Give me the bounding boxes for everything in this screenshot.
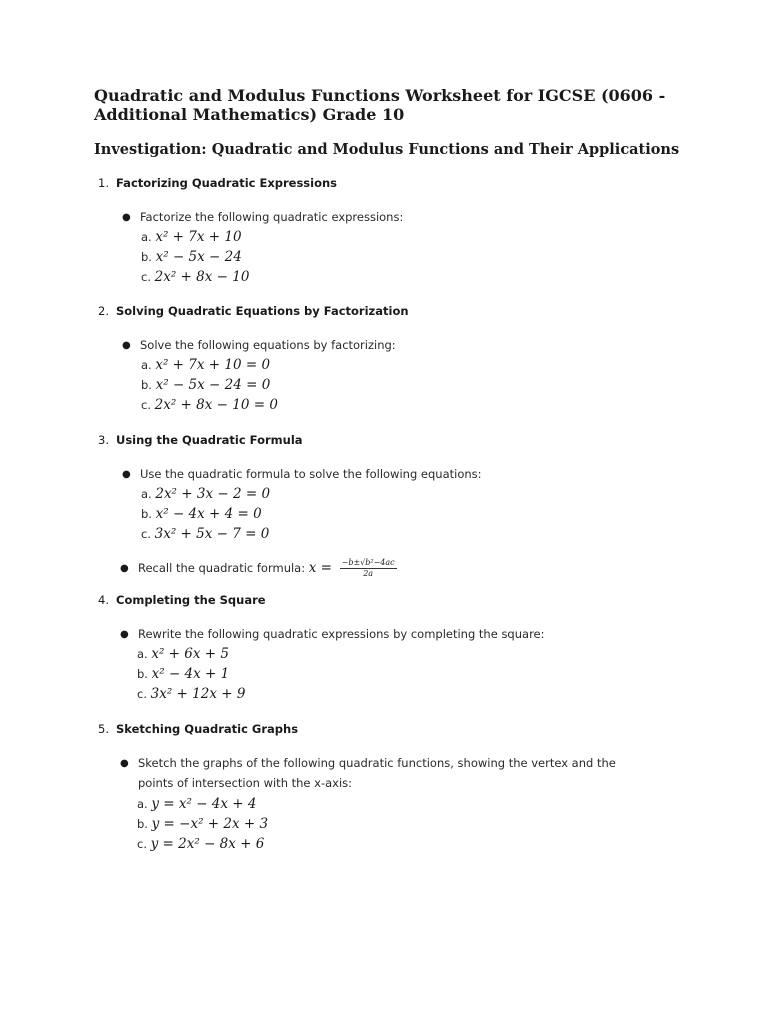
instruction-bullet: [122, 338, 396, 353]
section-number: 4.: [98, 593, 109, 607]
bullet-icon: ●: [122, 212, 131, 223]
list-item: b. x² − 4x + 4 = 0: [141, 506, 262, 522]
instruction-bullet: [120, 627, 545, 642]
page-subtitle: Investigation: Quadratic and Modulus Functions and Their Applications: [94, 141, 680, 158]
instruction-text: Sketch the graphs of the following quadratic functions, showing the vertex and the points of intersection with the x-axis:: [138, 756, 616, 790]
section-title: Completing the Square: [116, 593, 266, 607]
instruction-bullet: [120, 756, 618, 793]
list-item: a. x² + 7x + 10 = 0: [141, 357, 271, 373]
math-expression: x² + 6x + 5: [151, 646, 229, 662]
list-item: a. 2x² + 3x − 2 = 0: [141, 486, 271, 502]
math-expression: x² − 4x + 4 = 0: [155, 506, 262, 522]
section-title: Solving Quadratic Equations by Factorization: [116, 304, 409, 318]
section-number: 1.: [98, 176, 109, 190]
instruction-text: Factorize the following quadratic expressions:: [140, 210, 404, 224]
math-expression: x² − 4x + 1: [151, 666, 230, 682]
section-heading: [98, 176, 337, 190]
section-number: 2.: [98, 304, 109, 318]
list-item: c. 2x² + 8x − 10: [141, 269, 250, 285]
math-expression: x² + 7x + 10: [155, 229, 242, 245]
math-expression: 2x² + 8x − 10 = 0: [154, 397, 278, 413]
math-expression: x² + 7x + 10 = 0: [155, 357, 271, 373]
page-title: Quadratic and Modulus Functions Worksheet for IGCSE (0606 - Additional Mathematics) Grade 10: [94, 86, 666, 124]
section-title: Factorizing Quadratic Expressions: [116, 176, 338, 190]
math-expression: y = 2x² − 8x + 6: [150, 836, 265, 852]
instruction-text: Use the quadratic formula to solve the following equations:: [140, 467, 482, 481]
bullet-icon: ●: [120, 758, 129, 769]
formula-bullet: [120, 558, 397, 579]
list-item: c. 3x² + 12x + 9: [137, 686, 246, 702]
section-heading: [98, 304, 409, 318]
list-item: b. x² − 5x − 24 = 0: [141, 377, 271, 393]
formula-numerator: −b±√b²−4ac: [341, 558, 395, 567]
math-expression: 2x² + 3x − 2 = 0: [155, 486, 271, 502]
list-item: c. 2x² + 8x − 10 = 0: [141, 397, 278, 413]
instruction-bullet: [122, 210, 403, 225]
formula-denominator: 2a: [363, 569, 374, 578]
list-item: c. 3x² + 5x − 7 = 0: [141, 526, 270, 542]
section-heading: [98, 433, 303, 447]
list-item: a. x² + 6x + 5: [137, 646, 229, 662]
section-title: Sketching Quadratic Graphs: [116, 722, 299, 736]
instruction-text: Solve the following equations by factorizing:: [140, 338, 396, 352]
math-expression: y = −x² + 2x + 3: [151, 816, 269, 832]
list-item: a. x² + 7x + 10: [141, 229, 242, 245]
bullet-icon: ●: [122, 340, 131, 351]
math-expression: x² − 5x − 24: [155, 249, 242, 265]
list-item: c. y = 2x² − 8x + 6: [137, 836, 265, 852]
list-item: b. y = −x² + 2x + 3: [137, 816, 269, 832]
section-title: Using the Quadratic Formula: [116, 433, 303, 447]
list-item: b. x² − 4x + 1: [137, 666, 230, 682]
quadratic-formula-fraction: [340, 558, 397, 579]
list-item: b. x² − 5x − 24: [141, 249, 242, 265]
recall-text: Recall the quadratic formula:: [138, 561, 306, 575]
math-expression: 3x² + 5x − 7 = 0: [154, 526, 270, 542]
bullet-icon: ●: [120, 629, 129, 640]
bullet-icon: ●: [120, 563, 129, 574]
section-heading: [98, 593, 266, 607]
section-number: 3.: [98, 433, 109, 447]
math-expression: 3x² + 12x + 9: [150, 686, 246, 702]
instruction-bullet: [122, 467, 482, 482]
section-number: 5.: [98, 722, 109, 736]
bullet-icon: ●: [122, 469, 131, 480]
list-item: a. y = x² − 4x + 4: [137, 796, 257, 812]
math-expression: y = x² − 4x + 4: [151, 796, 257, 812]
math-expression: 2x² + 8x − 10: [154, 269, 250, 285]
instruction-text: Rewrite the following quadratic expressions by completing the square:: [138, 627, 545, 641]
formula-lhs: x =: [308, 560, 332, 576]
math-expression: x² − 5x − 24 = 0: [155, 377, 271, 393]
section-heading: [98, 722, 298, 736]
